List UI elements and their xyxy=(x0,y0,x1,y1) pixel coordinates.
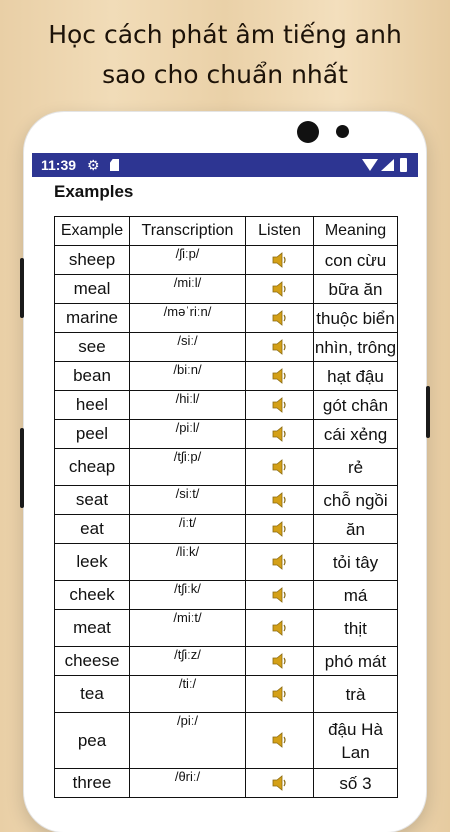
phone-side-button xyxy=(20,428,24,508)
listen-cell xyxy=(246,581,314,610)
phone-side-button xyxy=(426,386,430,438)
speaker-icon[interactable] xyxy=(271,280,289,298)
transcription-cell: /ʃiːp/ xyxy=(130,246,246,275)
column-header-example: Example xyxy=(55,217,130,246)
word-cell: marine xyxy=(55,304,130,333)
table-row xyxy=(55,246,398,275)
speaker-icon[interactable] xyxy=(271,685,289,703)
listen-cell xyxy=(246,246,314,275)
listen-cell xyxy=(246,713,314,769)
table-row xyxy=(55,486,398,515)
table-row xyxy=(55,391,398,420)
word-cell: see xyxy=(55,333,130,362)
word-cell: pea xyxy=(55,713,130,769)
speaker-icon[interactable] xyxy=(271,731,289,749)
word-cell: cheap xyxy=(55,449,130,486)
signal-icon xyxy=(381,159,394,171)
listen-cell xyxy=(246,275,314,304)
transcription-cell: /məˈriːn/ xyxy=(130,304,246,333)
promo-headline-line2: sao cho chuẩn nhất xyxy=(102,60,348,89)
transcription-cell: /piːl/ xyxy=(130,420,246,449)
transcription-cell: /tʃiːz/ xyxy=(130,647,246,676)
word-cell: eat xyxy=(55,515,130,544)
speaker-icon[interactable] xyxy=(271,774,289,792)
listen-cell xyxy=(246,544,314,581)
speaker-icon[interactable] xyxy=(271,367,289,385)
meaning-cell: con cừu xyxy=(314,246,398,275)
section-title: Examples xyxy=(54,182,134,201)
word-cell: leek xyxy=(55,544,130,581)
transcription-cell: /hiːl/ xyxy=(130,391,246,420)
word-cell: sheep xyxy=(55,246,130,275)
speaker-icon[interactable] xyxy=(271,251,289,269)
speaker-icon[interactable] xyxy=(271,520,289,538)
battery-icon xyxy=(400,158,407,172)
speaker-icon[interactable] xyxy=(271,586,289,604)
gear-icon: ⚙ xyxy=(87,157,100,173)
table-header-row xyxy=(55,217,398,246)
table-row xyxy=(55,304,398,333)
examples-table xyxy=(54,216,398,798)
column-header-transcription: Transcription xyxy=(130,217,246,246)
table-row xyxy=(55,515,398,544)
meaning-cell: đậu Hà Lan xyxy=(314,713,398,769)
speaker-icon[interactable] xyxy=(271,619,289,637)
sd-card-icon xyxy=(110,159,119,171)
table-row xyxy=(55,544,398,581)
transcription-cell: /biːn/ xyxy=(130,362,246,391)
meaning-cell: thịt xyxy=(314,610,398,647)
status-time: 11:39 xyxy=(41,157,77,173)
meaning-cell: phó mát xyxy=(314,647,398,676)
meaning-cell: gót chân xyxy=(314,391,398,420)
table-row xyxy=(55,275,398,304)
proximity-sensor xyxy=(336,125,349,138)
transcription-cell: /tʃiːp/ xyxy=(130,449,246,486)
speaker-icon[interactable] xyxy=(271,458,289,476)
meaning-cell: rẻ xyxy=(314,449,398,486)
word-cell: bean xyxy=(55,362,130,391)
word-cell: peel xyxy=(55,420,130,449)
table-row xyxy=(55,769,398,798)
meaning-cell: chỗ ngồi xyxy=(314,486,398,515)
listen-cell xyxy=(246,486,314,515)
table-row xyxy=(55,333,398,362)
meaning-cell: bữa ăn xyxy=(314,275,398,304)
listen-cell xyxy=(246,333,314,362)
word-cell: three xyxy=(55,769,130,798)
table-row xyxy=(55,713,398,769)
listen-cell xyxy=(246,391,314,420)
meaning-cell: cái xẻng xyxy=(314,420,398,449)
transcription-cell: /θriː/ xyxy=(130,769,246,798)
speaker-icon[interactable] xyxy=(271,309,289,327)
listen-cell xyxy=(246,515,314,544)
speaker-icon[interactable] xyxy=(271,553,289,571)
meaning-cell: má xyxy=(314,581,398,610)
word-cell: cheese xyxy=(55,647,130,676)
speaker-icon[interactable] xyxy=(271,652,289,670)
meaning-cell: tỏi tây xyxy=(314,544,398,581)
word-cell: cheek xyxy=(55,581,130,610)
listen-cell xyxy=(246,610,314,647)
transcription-cell: /siːt/ xyxy=(130,486,246,515)
table-row xyxy=(55,647,398,676)
table-row xyxy=(55,610,398,647)
wifi-icon xyxy=(362,159,378,171)
speaker-icon[interactable] xyxy=(271,491,289,509)
transcription-cell: /iːt/ xyxy=(130,515,246,544)
meaning-cell: số 3 xyxy=(314,769,398,798)
word-cell: heel xyxy=(55,391,130,420)
listen-cell xyxy=(246,769,314,798)
front-camera xyxy=(297,121,319,143)
listen-cell xyxy=(246,420,314,449)
listen-cell xyxy=(246,304,314,333)
table-row xyxy=(55,362,398,391)
word-cell: meat xyxy=(55,610,130,647)
table-row xyxy=(55,581,398,610)
phone-side-button xyxy=(20,258,24,318)
word-cell: seat xyxy=(55,486,130,515)
listen-cell xyxy=(246,362,314,391)
column-header-listen: Listen xyxy=(246,217,314,246)
meaning-cell: thuộc biển xyxy=(314,304,398,333)
phone-screen xyxy=(32,153,418,800)
table-row xyxy=(55,449,398,486)
meaning-cell: ăn xyxy=(314,515,398,544)
meaning-cell: trà xyxy=(314,676,398,713)
transcription-cell: /piː/ xyxy=(130,713,246,769)
transcription-cell: /tiː/ xyxy=(130,676,246,713)
transcription-cell: /miːt/ xyxy=(130,610,246,647)
transcription-cell: /miːl/ xyxy=(130,275,246,304)
transcription-cell: /siː/ xyxy=(130,333,246,362)
listen-cell xyxy=(246,676,314,713)
listen-cell xyxy=(246,647,314,676)
speaker-icon[interactable] xyxy=(271,396,289,414)
column-header-meaning: Meaning xyxy=(314,217,398,246)
word-cell: tea xyxy=(55,676,130,713)
table-row xyxy=(55,420,398,449)
listen-cell xyxy=(246,449,314,486)
table-row xyxy=(55,676,398,713)
word-cell: meal xyxy=(55,275,130,304)
transcription-cell: /liːk/ xyxy=(130,544,246,581)
meaning-cell: nhìn, trông xyxy=(314,333,398,362)
status-bar xyxy=(32,153,418,177)
speaker-icon[interactable] xyxy=(271,338,289,356)
speaker-icon[interactable] xyxy=(271,425,289,443)
meaning-cell: hạt đậu xyxy=(314,362,398,391)
transcription-cell: /tʃiːk/ xyxy=(130,581,246,610)
promo-headline-line1: Học cách phát âm tiếng anh xyxy=(48,20,402,49)
